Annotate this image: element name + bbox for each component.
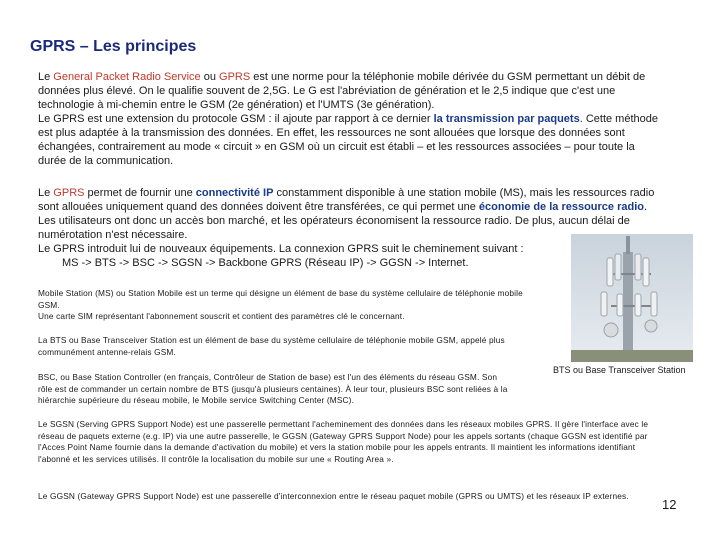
equipment-intro: Le GPRS introduit lui de nouveaux équipements. La connexion GPRS suit le cheminement suivant : (38, 243, 524, 255)
term-gprs: GPRS (219, 71, 251, 83)
intro-paragraph-2: Le GPRS est une extension du protocole GSM : il ajoute par rapport à ce dernier la transmission par paquets. Cette méthode est plus adaptée à la transmission des données. En effet, les ressources ne sont allouées que lorsque des données sont échangées, contrairement au mode « circuit » en GSM où un circuit est établi – et les ressources associées – pour toute la durée de la communication. (38, 113, 658, 167)
note-ms (38, 288, 528, 323)
second-text (38, 186, 660, 270)
term-packet-transmission: la transmission par paquets (433, 113, 580, 125)
bts-tower-photo (571, 234, 693, 362)
photo-caption: BTS ou Base Transceiver Station (553, 365, 686, 375)
intro-paragraph-1: Le General Packet Radio Service ou GPRS est une norme pour la téléphonie mobile dérivée du GSM permettant un débit de données plus élevé. On le qualifie souvent de 2,5G. Le G est l'abréviation de génération et le 2,5 indique que c'est une technologie à mi-chemin entre le GSM (2e génération) et l'UMTS (3e génération). (38, 71, 646, 111)
term-gprs-full: General Packet Radio Service (53, 71, 201, 83)
term-gprs-2: GPRS (53, 187, 85, 199)
note-sgsn (38, 419, 660, 465)
note-sgsn-text: Le SGSN (Serving GPRS Support Node) est une passerelle permettant l'acheminement des données dans les réseaux mobiles GPRS. Il gère l'interface avec le réseau de paquets externe (e.g. IP) via une autre passerelle, le GGSN (Gateway GPRS Support Node) pour les appels sortants (chaque GGSN est identifié par l'Acces Point Name fournie dans la demande d'activation du mobile) et vers la station mobile pour les appels entrants. Il maintient les informations identifiant l'abonné et les services utilisés. Il contrôle la localisation du mobile sur une « Routing Area ». (38, 419, 649, 464)
note-bts (38, 335, 534, 358)
note-bsc-text: BSC, ou Base Station Controller (en français, Contrôleur de Station de base) est l'un des éléments du réseau GSM. Son rôle est de commander un certain nombre de BTS (jusqu'à plusieurs centaines). À leur tour, plusieurs BSC sont reliées à la hiérarchie supérieure du réseau mobile, le Mobile service Switching Center (MSC). (38, 372, 508, 405)
slide-title: GPRS – Les principes (30, 38, 197, 55)
intro-text (38, 70, 660, 168)
note-ms-text: Mobile Station (MS) ou Station Mobile est un terme qui désigne un élément de base du système cellulaire de téléphonie mobile GSM. (38, 288, 523, 310)
note-ggsn-text: Le GGSN (Gateway GPRS Support Node) est une passerelle d'interconnexion entre le réseau paquet mobile (GPRS ou UMTS) et les réseaux IP externes. (38, 491, 629, 501)
note-sim-text: Une carte SIM représentant l'abonnement souscrit et contient des paramètres clé le concernant. (38, 311, 405, 321)
note-bts-text: La BTS ou Base Transceiver Station est un élément de base du système cellulaire de téléphonie mobile GSM, appelé plus communément antenne-relais GSM. (38, 335, 505, 357)
page-number: 12 (662, 497, 677, 512)
term-radio-economy: économie de la ressource radio (478, 201, 644, 213)
note-bsc (38, 372, 510, 407)
second-paragraph: Le GPRS permet de fournir une connectivité IP constamment disponible à une station mobile (MS), mais les ressources radio sont allouées uniquement quand des données doivent être transférées, ce qui permet une économie de la ressource radio. Les utilisateurs ont donc un accès bon marché, et les opérateurs économisent la ressource radio. De plus, aucun délai de numérotation n'est nécessaire. (38, 187, 655, 241)
note-ggsn (38, 491, 634, 503)
connection-path: MS -> BTS -> BSC -> SGSN -> Backbone GPRS (Réseau IP) -> GGSN -> Internet. (62, 257, 469, 269)
term-ip-connectivity: connectivité IP (195, 187, 274, 199)
